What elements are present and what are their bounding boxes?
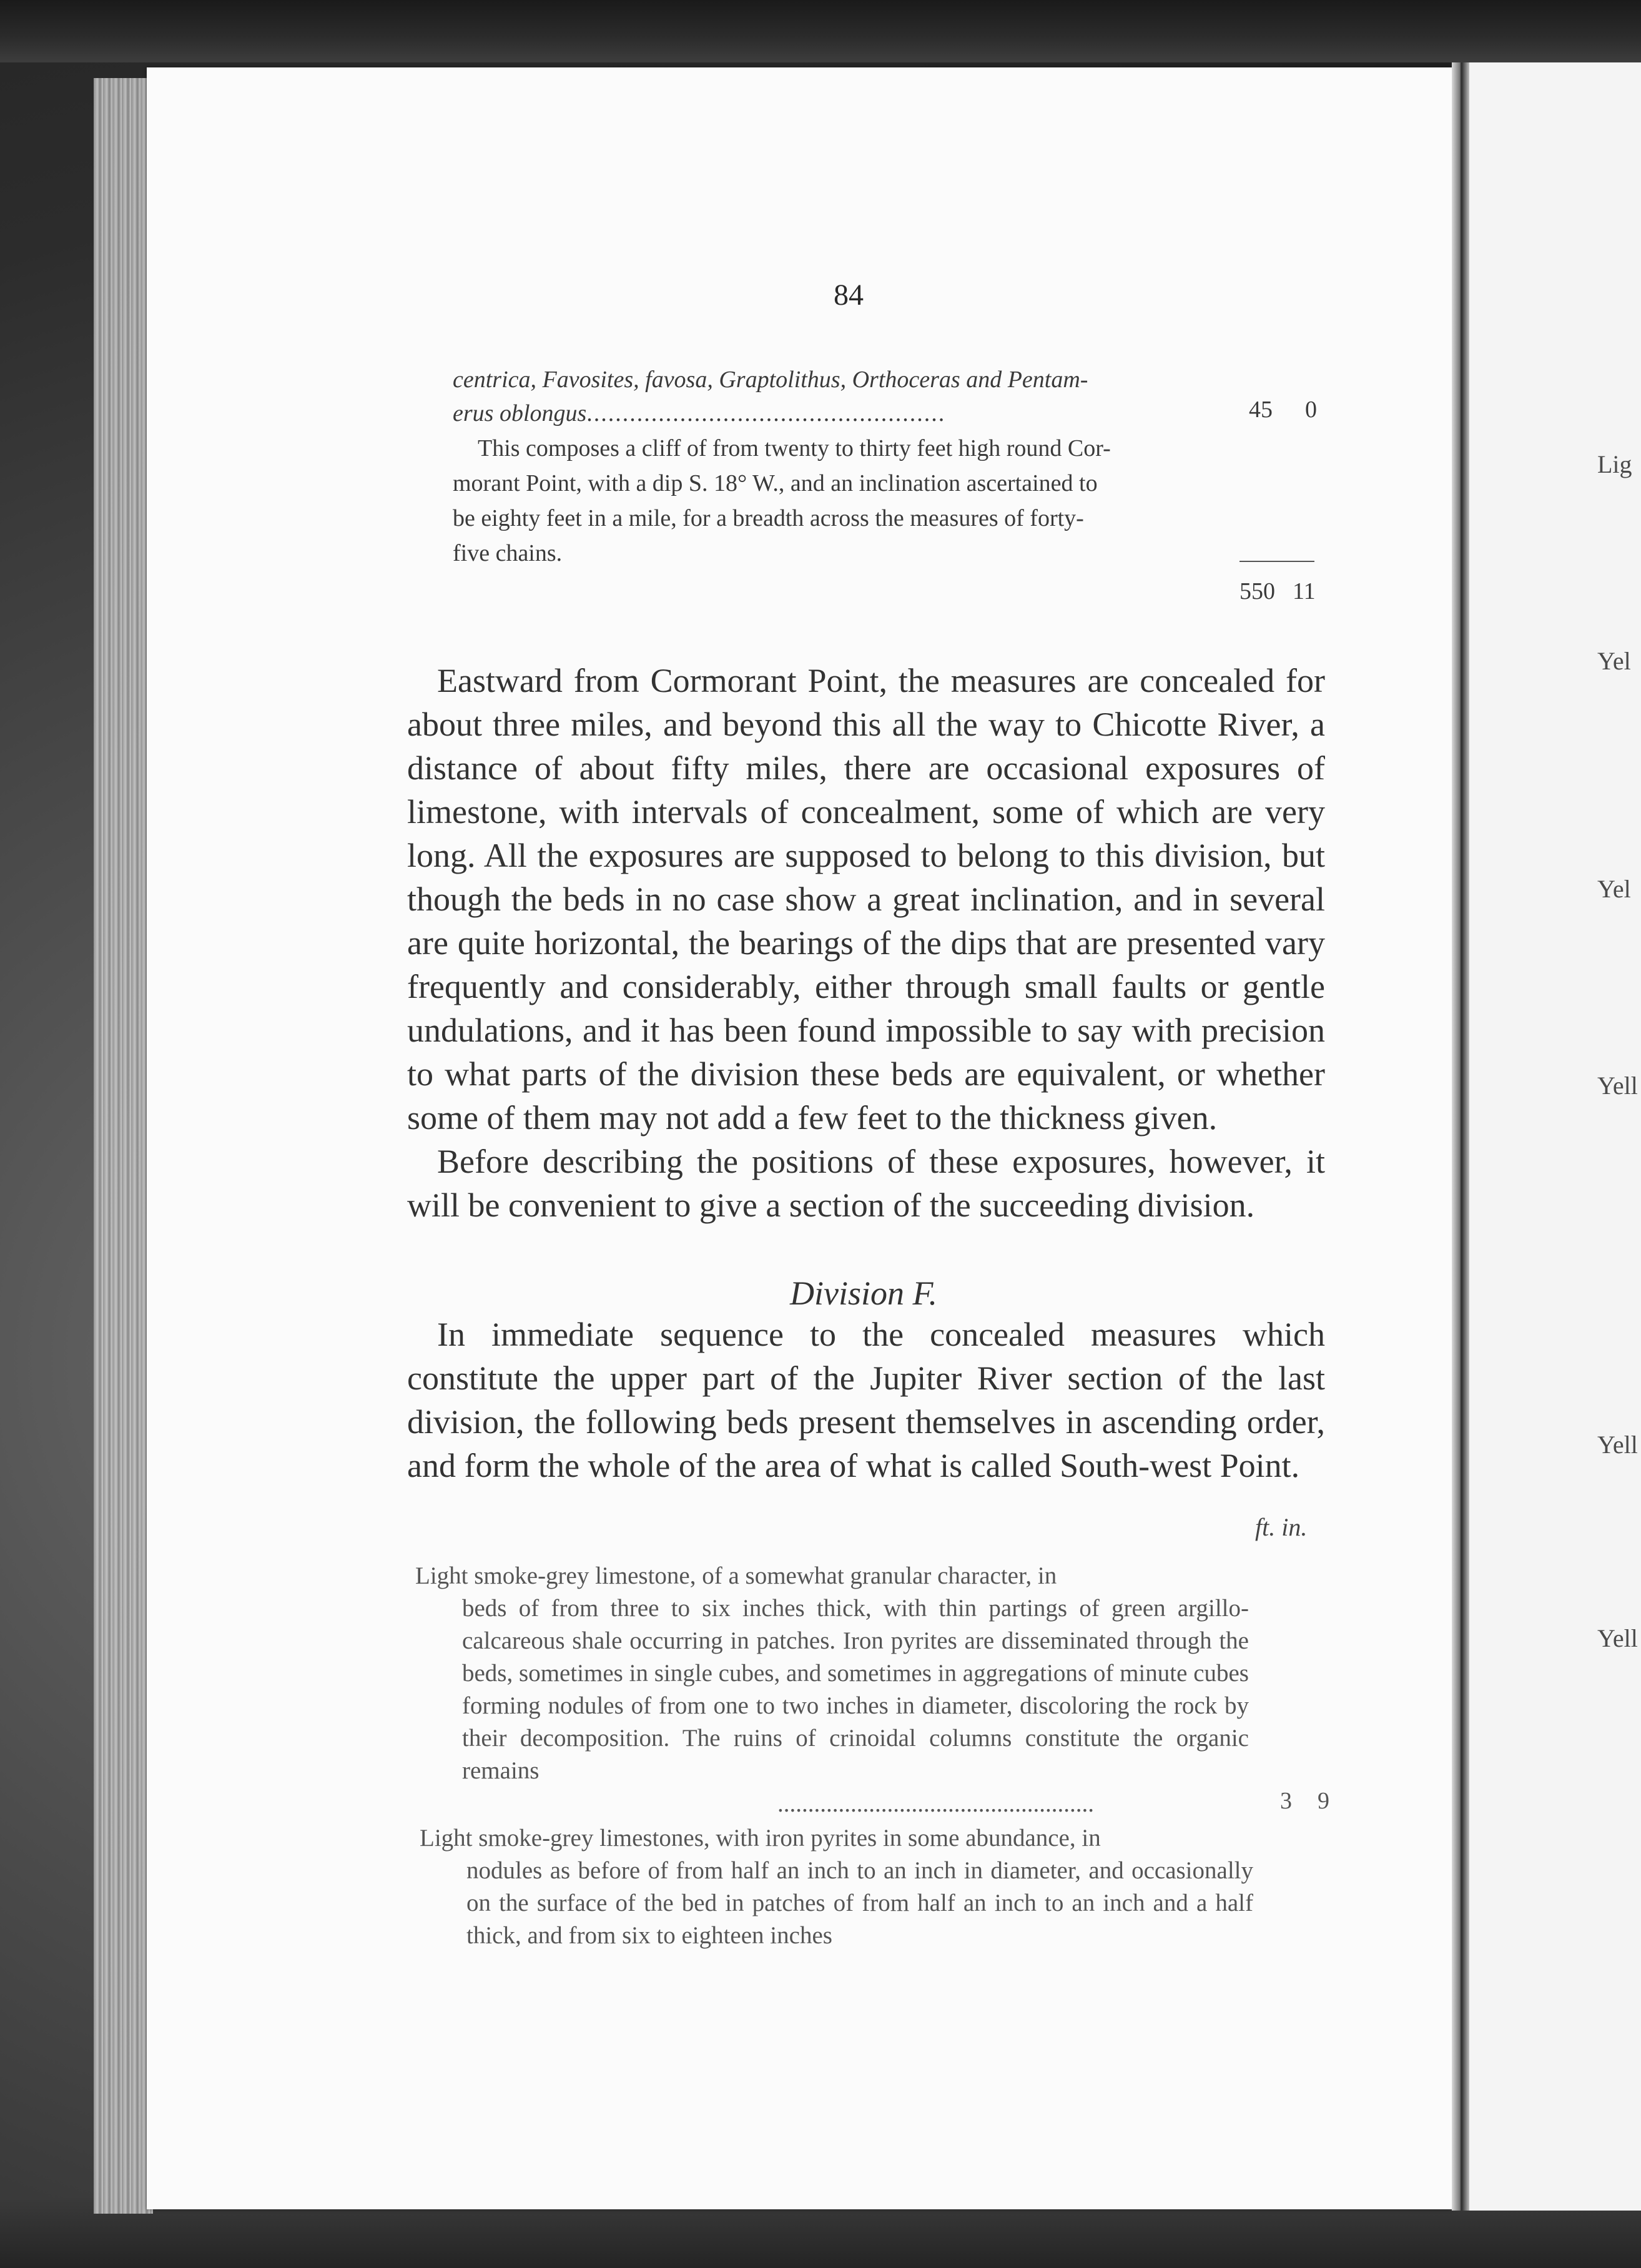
- thickness-ft: 3: [1280, 1788, 1292, 1814]
- thickness-in: 9: [1318, 1788, 1329, 1814]
- entry-continued-line1: centrica, Favosites, favosa, Graptolithus, Orthoceras and Pentam-: [453, 367, 1088, 393]
- paragraph: Eastward from Cormorant Point, the measures are concealed for about three miles, and beyond this all the way to Chicotte River, a distance of about fifty miles, there are occasional exposures of limestone, with intervals of concealment, some of which are very long. All the exposures are supposed to belong to this division, but though the beds in no case show a great inclination, and in several are quite horizontal, the bearings of the dips that are presented vary frequently and considerably, either through small faults or gentle undulations, and it has been found impossible to say with precision to what parts of the division these beds are equivalent, or whether some of them may not add a few feet to the thickness given.: [407, 662, 1325, 1136]
- note-line: five chains.: [453, 540, 563, 566]
- section-heading: Division F.: [790, 1275, 938, 1312]
- entry-continued-line2: [453, 396, 1227, 431]
- facing-fragment: Yell: [1597, 1072, 1638, 1100]
- leader-dots: ..................................................: [586, 400, 946, 426]
- leader-dots: ....................................................: [777, 1790, 1094, 1817]
- facing-fragment: Yel: [1597, 647, 1631, 675]
- body-text: [407, 1313, 1325, 1487]
- entry-text: beds of from three to six inches thick, with thin partings of green argillo-calcareous shale occurring in patches. Iron pyrites are disseminated through the beds, sometimes in single cubes, and sometimes in aggregations of minute cubes forming nodules of from one to two inches in diameter, discoloring the rock by their decomposition. The ruins of crinoidal columns constitute the organic remains: [462, 1595, 1249, 1784]
- body-text: [407, 659, 1325, 1227]
- note-line: This composes a cliff of from twenty to thirty feet high round Cor-: [478, 435, 1111, 461]
- facing-fragment: Yell: [1597, 1624, 1638, 1652]
- table-entry: [415, 1560, 1249, 1787]
- total-ft: 550: [1239, 578, 1275, 604]
- thickness-ft: 45: [1249, 397, 1273, 423]
- total-rule: [1239, 561, 1314, 562]
- units-header: ft. in.: [1255, 1513, 1308, 1541]
- scanner-top-edge: [0, 0, 1641, 62]
- entry-species: erus oblongus: [453, 400, 587, 426]
- entry-text: nodules as before of from half an inch to an inch in diameter, and occasionally on the surface of the bed in patches of from half an inch to an inch and a half thick, and from six to eighteen inches: [466, 1857, 1253, 1949]
- paragraph: In immediate sequence to the concealed measures which constitute the upper part of the Jupiter River section of the last division, the following beds present themselves in ascending order, and form the whole of the area of what is called South-west Point.: [407, 1316, 1325, 1484]
- facing-fragment: Yel: [1597, 875, 1631, 903]
- note-line: be eighty feet in a mile, for a breadth across the measures of forty-: [453, 505, 1084, 531]
- page-number: 84: [834, 279, 864, 312]
- thickness-in: 0: [1305, 397, 1317, 423]
- book-gutter: [1452, 62, 1469, 2211]
- facing-page: [1469, 62, 1641, 2211]
- facing-fragment: Lig: [1597, 450, 1632, 478]
- page-edges: [94, 78, 153, 2214]
- facing-fragment: Yell: [1597, 1431, 1638, 1459]
- entry-first-line: Light smoke-grey limestones, with iron pyrites in some abundance, in: [420, 1825, 1101, 1851]
- paragraph: Before describing the positions of these exposures, however, it will be convenient to give a section of the succeeding division.: [407, 1143, 1325, 1224]
- entry-first-line: Light smoke-grey limestone, of a somewhat granular character, in: [415, 1562, 1057, 1589]
- note-line: morant Point, with a dip S. 18° W., and an inclination ascertained to: [453, 470, 1098, 496]
- total-in: 11: [1293, 578, 1316, 604]
- table-entry: [420, 1822, 1253, 1952]
